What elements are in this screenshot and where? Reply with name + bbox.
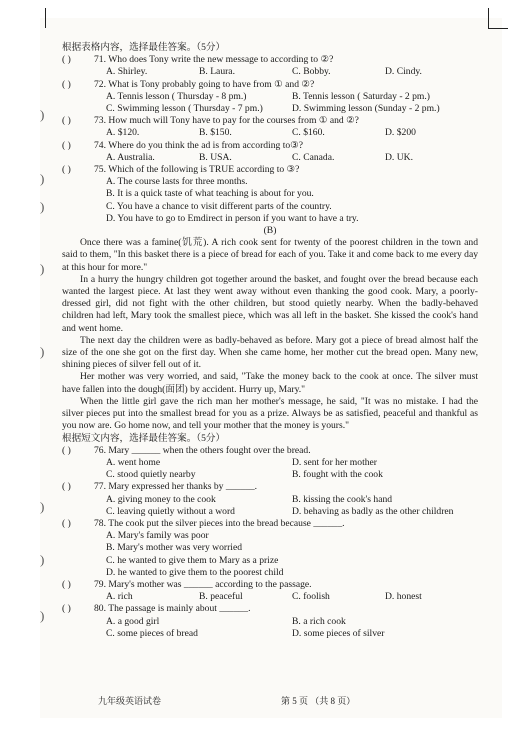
option: B. It is a quick taste of what teaching is about for you. xyxy=(106,188,314,200)
options-row xyxy=(62,152,478,164)
answer-blank[interactable]: ( ) xyxy=(62,78,71,90)
option: D. behaving as badly as the other children xyxy=(292,505,454,517)
question-stem xyxy=(62,518,478,530)
questions-part-b xyxy=(62,445,478,640)
option: D. You have to go to Emdirect in person if you want to have a try. xyxy=(106,212,359,224)
option: B. Laura. xyxy=(199,66,235,78)
answer-blank[interactable]: ( ) xyxy=(62,481,71,493)
option: A. The course lasts for three months. xyxy=(106,176,248,188)
option: A. Tennis lesson ( Thursday - 8 pm.) xyxy=(106,90,247,102)
footer-page-number: 第 5 页 （共 8 页） xyxy=(281,696,356,706)
question xyxy=(62,164,478,225)
question xyxy=(62,518,478,579)
binding-hole-icon: ) xyxy=(40,344,45,359)
binding-hole-icon: ) xyxy=(40,107,45,122)
option: D. he wanted to give them to the poorest child xyxy=(106,566,284,578)
options-row xyxy=(62,616,478,628)
option: C. foolish xyxy=(292,591,330,603)
option: A. a good girl xyxy=(106,615,160,627)
question-text: 72. What is Tony probably going to have from ① and ②? xyxy=(94,78,315,90)
option: C. Swimming lesson ( Thursday - 7 pm.) xyxy=(106,103,263,115)
option: B. Tennis lesson ( Saturday - 2 pm.) xyxy=(292,90,430,102)
binding-hole-icon: ) xyxy=(40,199,45,214)
options-row xyxy=(62,628,478,640)
binding-hole-icon: ) xyxy=(40,608,45,623)
question-text: 75. Which of the following is TRUE according to ③? xyxy=(94,164,300,176)
answer-blank[interactable]: ( ) xyxy=(62,139,71,151)
passage-paragraph: When the little girl gave the rich man her mother's message, he said, "It was no mistake. I had the silver pieces put into the smallest bread for you as a prize. Always be as satisfied, peaceful and thankful as you now are. Go home now, and tell your mother that the money is yours." xyxy=(62,395,478,432)
question-stem xyxy=(62,579,478,591)
option: A. $120. xyxy=(106,127,140,139)
binding-hole-icon: ) xyxy=(40,171,45,186)
options-row xyxy=(62,103,478,115)
options-row xyxy=(62,91,478,103)
footer-subject: 九年级英语试卷 xyxy=(98,696,162,706)
option: B. USA. xyxy=(199,151,232,163)
page-footer xyxy=(98,694,478,707)
question xyxy=(62,481,478,518)
options-row xyxy=(62,127,478,139)
option: C. stood quietly nearby xyxy=(106,469,196,481)
option: B. $150. xyxy=(199,127,232,139)
options-row xyxy=(62,506,478,518)
answer-blank[interactable]: ( ) xyxy=(62,517,71,529)
option: D. sent for her mother xyxy=(292,456,377,468)
question-stem xyxy=(62,603,478,615)
questions-part-a xyxy=(62,54,478,225)
answer-blank[interactable]: ( ) xyxy=(62,603,71,615)
option: C. You have a chance to visit different parts of the country. xyxy=(106,200,332,212)
passage-paragraph: The next day the children were as badly-behaved as before. Mary got a piece of bread almost half the size of the one she got on the first day. When she came home, her mother cut the bread open. Many new, shining pieces of silver fell out of it. xyxy=(62,334,478,371)
question-text: 77. Mary expressed her thanks by ______. xyxy=(94,481,258,493)
question-text: 73. How much will Tony have to pay for the courses from ① and ②? xyxy=(94,115,359,127)
question-text: 76. Mary ______ when the others fought over the bread. xyxy=(94,444,311,456)
question-text: 79. Mary's mother was ______ according to the passage. xyxy=(94,578,312,590)
option: D. UK. xyxy=(385,151,413,163)
answer-blank[interactable]: ( ) xyxy=(62,444,71,456)
option: B. a rich cook xyxy=(292,615,346,627)
question xyxy=(62,54,478,78)
crop-mark-top-right-horizontal xyxy=(488,28,508,29)
option: A. giving money to the cook xyxy=(106,493,216,505)
question xyxy=(62,79,478,116)
instruction-a: 根据表格内容，选择最佳答案。（5分） xyxy=(62,42,226,53)
option: A. Australia. xyxy=(106,151,155,163)
option: B. kissing the cook's hand xyxy=(292,493,393,505)
option: C. $160. xyxy=(292,127,325,139)
passage-paragraph: Once there was a famine(饥荒). A rich cook sent for twenty of the poorest children in the town and said to them, "In this basket there is a piece of bread for each of you. Take it and come back to me every day at this hour for more." xyxy=(62,237,478,273)
question-stem xyxy=(62,115,478,127)
option: C. Bobby. xyxy=(292,66,331,78)
passage-paragraph: Her mother was very worried, and said, "Take the money back to the cook at once. The silver must have fallen into the dough(面团) by accident. Hurry up, Mary." xyxy=(62,371,478,395)
option: C. leaving quietly without a word xyxy=(106,505,235,517)
option: D. Swimming lesson (Sunday - 2 pm.) xyxy=(292,103,440,115)
question xyxy=(62,140,478,164)
option: C. he wanted to give them to Mary as a prize xyxy=(106,554,279,566)
question-stem xyxy=(62,54,478,66)
option: A. Shirley. xyxy=(106,66,148,78)
options-row xyxy=(62,457,478,469)
question-stem xyxy=(62,481,478,493)
question xyxy=(62,115,478,139)
option: A. rich xyxy=(106,591,133,603)
binding-hole-icon: ) xyxy=(40,552,45,567)
answer-blank[interactable]: ( ) xyxy=(62,164,71,176)
option: D. some pieces of silver xyxy=(292,627,385,639)
answer-blank[interactable]: ( ) xyxy=(62,578,71,590)
crop-mark-top-right xyxy=(488,8,489,28)
binding-hole-icon: ) xyxy=(40,499,45,514)
option: D. honest xyxy=(385,591,422,603)
question-stem xyxy=(62,140,478,152)
exam-content xyxy=(62,42,478,640)
option: D. Cindy. xyxy=(385,66,422,78)
question-stem xyxy=(62,164,478,176)
option: C. some pieces of bread xyxy=(106,627,198,639)
reading-passage xyxy=(62,237,478,432)
option: B. Mary's mother was very worried xyxy=(106,542,243,554)
question xyxy=(62,603,478,640)
option: D. $200 xyxy=(385,127,416,139)
options-row xyxy=(62,591,478,603)
option: C. Canada. xyxy=(292,151,335,163)
answer-blank[interactable]: ( ) xyxy=(62,115,71,127)
question-text: 74. Where do you think the ad is from according to③? xyxy=(94,139,304,151)
crop-mark-top-left xyxy=(45,8,46,28)
options-row xyxy=(62,494,478,506)
question-text: 80. The passage is mainly about ______. xyxy=(94,603,251,615)
instruction-b: 根据短文内容，选择最佳答案。（5分） xyxy=(62,432,226,444)
question-stem xyxy=(62,79,478,91)
option: B. peaceful xyxy=(199,591,243,603)
passage-paragraph: In a hurry the hungry children got together around the basket, and fought over the bread because each wanted the largest piece. At last they went away without even thanking the good cook. Mary, a poorly-dressed girl, did not fight with the other children, but stood quietly nearby. When the badly-behaved children had left, Mary took the smallest piece, which was all left in the basket. She kissed the cook's hand and went home. xyxy=(62,273,478,334)
question xyxy=(62,445,478,482)
question xyxy=(62,579,478,603)
section-b-heading: (B) xyxy=(263,225,277,237)
options-row xyxy=(62,469,478,481)
options-row xyxy=(62,66,478,78)
question-text: 71. Who does Tony write the new message to according to ②? xyxy=(94,54,334,66)
question-stem xyxy=(62,445,478,457)
option: A. Mary's family was poor xyxy=(106,530,209,542)
question-text: 78. The cook put the silver pieces into the bread because ______. xyxy=(94,517,345,529)
option: B. fought with the cook xyxy=(292,469,383,481)
option: A. went home xyxy=(106,456,161,468)
binding-hole-icon: ) xyxy=(40,261,45,276)
answer-blank[interactable]: ( ) xyxy=(62,54,71,66)
